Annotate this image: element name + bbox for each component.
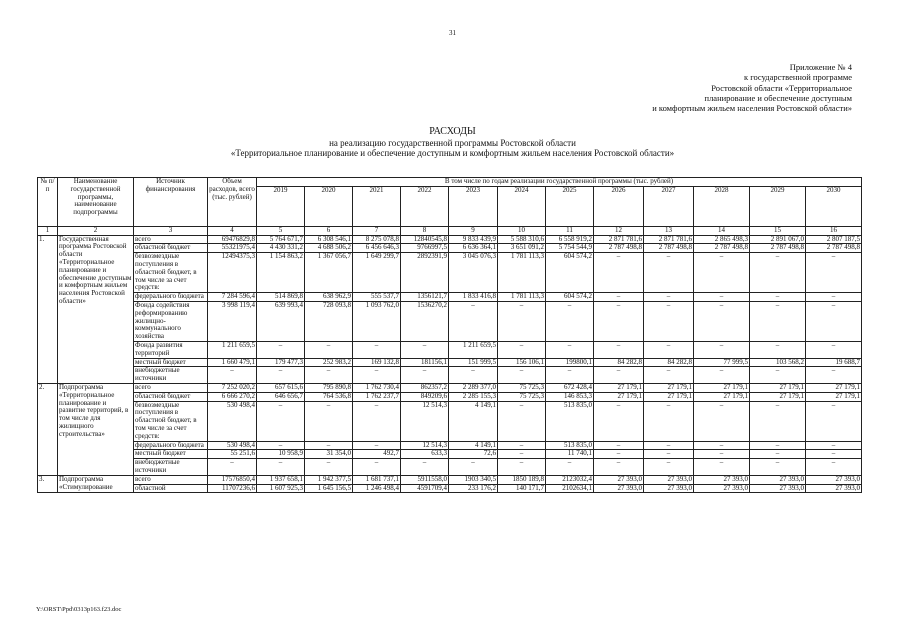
year-value: 4591709,4 — [401, 484, 449, 493]
column-number: 12 — [594, 226, 644, 235]
year-value: 77 999,5 — [694, 358, 750, 367]
section-name: Подпрограмма «Стимулирование — [58, 475, 134, 493]
year-value: 4 688 506,2 — [305, 244, 353, 253]
year-value: 4 430 331,2 — [257, 244, 305, 253]
year-header: 2027 — [644, 186, 694, 226]
year-value: – — [257, 367, 305, 384]
col-years-group-header: В том числе по годам реализации государственной программы (тыс. рублей) — [257, 178, 862, 187]
year-value: 2102634,1 — [546, 484, 594, 493]
funding-source: Фонда развития территорий — [134, 341, 208, 358]
year-header: 2030 — [806, 186, 862, 226]
year-value: 633,3 — [401, 450, 449, 459]
year-value: 2 891 067,0 — [750, 235, 806, 244]
year-value: – — [806, 401, 862, 441]
year-value: 151 999,5 — [449, 358, 498, 367]
year-value: 5 588 310,6 — [498, 235, 546, 244]
year-value: 1 645 156,5 — [305, 484, 353, 493]
year-value: – — [498, 367, 546, 384]
total-value: 3 998 119,4 — [208, 301, 257, 341]
year-value: 75 725,3 — [498, 392, 546, 401]
year-value: – — [694, 367, 750, 384]
year-value: – — [594, 459, 644, 476]
year-value: – — [644, 341, 694, 358]
year-value: 12 514,3 — [401, 401, 449, 441]
year-value: 27 179,1 — [694, 392, 750, 401]
year-value: – — [546, 459, 594, 476]
year-value: – — [353, 367, 401, 384]
year-value: 604 574,2 — [546, 293, 594, 302]
column-number: 9 — [449, 226, 498, 235]
year-value: 5 754 544,9 — [546, 244, 594, 253]
year-value: – — [806, 301, 862, 341]
year-value: – — [305, 341, 353, 358]
year-value: 849209,6 — [401, 392, 449, 401]
year-value: – — [546, 367, 594, 384]
year-value: 672 428,4 — [546, 383, 594, 392]
year-value: 4 149,1 — [449, 441, 498, 450]
table-row — [38, 383, 862, 392]
year-value: 199800,1 — [546, 358, 594, 367]
year-value: – — [594, 293, 644, 302]
column-number: 13 — [644, 226, 694, 235]
year-value: 1356121,7 — [401, 293, 449, 302]
table-row — [38, 341, 862, 358]
year-value: 27 393,0 — [750, 484, 806, 493]
column-number: 1 — [38, 226, 58, 235]
year-value: – — [257, 341, 305, 358]
year-value: 10 958,9 — [257, 450, 305, 459]
year-value: 862357,2 — [401, 383, 449, 392]
year-value: – — [644, 401, 694, 441]
section-name: Государственная программа Ростовской области «Территориальное планирование и обеспечение доступным и комфортным жильем населения Ростовской области» — [58, 235, 134, 383]
table-row — [38, 475, 862, 484]
year-value: 6 636 364,1 — [449, 244, 498, 253]
year-value: 1 781 113,3 — [498, 253, 546, 293]
section-number: 3. — [38, 475, 58, 493]
year-value: 19 688,7 — [806, 358, 862, 367]
year-value: 169 132,8 — [353, 358, 401, 367]
page-number: 31 — [449, 29, 456, 37]
year-value: 140 171,7 — [498, 484, 546, 493]
year-value: 513 835,0 — [546, 401, 594, 441]
year-value: – — [546, 341, 594, 358]
col-no-header: № п/п — [38, 178, 58, 227]
year-value: – — [750, 450, 806, 459]
column-number: 5 — [257, 226, 305, 235]
funding-source: Фонда содействия реформированию жилищно-коммунального хозяйства — [134, 301, 208, 341]
year-value: 1 154 863,2 — [257, 253, 305, 293]
year-value: – — [644, 441, 694, 450]
column-number: 16 — [806, 226, 862, 235]
year-value: 1 937 658,1 — [257, 475, 305, 484]
year-value: 27 179,1 — [644, 383, 694, 392]
appendix-line: Ростовской области «Территориальное — [711, 82, 852, 93]
year-value: 2 871 781,6 — [644, 235, 694, 244]
year-value: 1 093 762,0 — [353, 301, 401, 341]
footer-file-path: Y:\ORST\Ppd\0313p163.f23.doc — [36, 606, 122, 613]
year-value: 639 993,4 — [257, 301, 305, 341]
year-value: 1903 340,5 — [449, 475, 498, 484]
title-heading: РАСХОДЫ — [429, 126, 476, 137]
column-number: 8 — [401, 226, 449, 235]
year-value: – — [353, 341, 401, 358]
year-value: – — [449, 367, 498, 384]
section-name: Подпрограмма «Территориальное планирование и развитие территорий, в том числе для жилищного строительства» — [58, 383, 134, 475]
year-value: 72,6 — [449, 450, 498, 459]
year-value: 1 211 659,5 — [449, 341, 498, 358]
year-value: 84 282,8 — [644, 358, 694, 367]
year-value: 2 871 781,6 — [594, 235, 644, 244]
year-value: 27 179,1 — [806, 392, 862, 401]
year-value: – — [806, 253, 862, 293]
year-value: – — [257, 441, 305, 450]
year-value: – — [694, 441, 750, 450]
year-value: 9766997,5 — [401, 244, 449, 253]
year-value: – — [449, 301, 498, 341]
total-value: 1 660 479,1 — [208, 358, 257, 367]
total-value: 11707236,6 — [208, 484, 257, 493]
year-value: – — [806, 450, 862, 459]
year-value: – — [498, 459, 546, 476]
total-value: 530 498,4 — [208, 401, 257, 441]
year-value: – — [644, 450, 694, 459]
total-value: 69476829,8 — [208, 235, 257, 244]
year-value: 492,7 — [353, 450, 401, 459]
year-value: 252 983,2 — [305, 358, 353, 367]
year-value: 2 787 498,8 — [806, 244, 862, 253]
year-value: 1 649 299,7 — [353, 253, 401, 293]
year-value: 2 787 498,8 — [750, 244, 806, 253]
year-value: – — [694, 341, 750, 358]
year-value: 75 725,3 — [498, 383, 546, 392]
year-header: 2023 — [449, 186, 498, 226]
table-row — [38, 235, 862, 244]
year-value: 795 890,8 — [305, 383, 353, 392]
year-value: 1 762 730,4 — [353, 383, 401, 392]
appendix-line: Приложение № 4 — [789, 62, 852, 72]
column-numbers-row — [38, 226, 862, 235]
year-value: 27 179,1 — [694, 383, 750, 392]
table-row — [38, 293, 862, 302]
year-value: – — [750, 253, 806, 293]
year-value: – — [257, 401, 305, 441]
appendix-line: к государственной программе — [743, 72, 852, 83]
table-row — [38, 244, 862, 253]
year-value: – — [498, 301, 546, 341]
total-value: 17576850,4 — [208, 475, 257, 484]
year-value: 8 275 078,8 — [353, 235, 401, 244]
year-header: 2022 — [401, 186, 449, 226]
year-value: 6 308 546,1 — [305, 235, 353, 244]
year-value: – — [694, 401, 750, 441]
table-row — [38, 367, 862, 384]
column-number: 6 — [305, 226, 353, 235]
year-value: – — [644, 459, 694, 476]
year-value: – — [401, 367, 449, 384]
year-value: 2 865 498,3 — [694, 235, 750, 244]
col-name-header: Наименование государственной программы, наименование подпрограммы — [58, 178, 134, 227]
year-value: 1 833 416,8 — [449, 293, 498, 302]
year-value: 146 853,3 — [546, 392, 594, 401]
year-value: 27 179,1 — [594, 392, 644, 401]
year-value: – — [750, 293, 806, 302]
year-value: – — [498, 401, 546, 441]
title-line-2: «Территориальное планирование и обеспечение доступным и комфортным жильем населения Ростовской области» — [230, 148, 675, 158]
funding-source: местный бюджет — [134, 450, 208, 459]
year-value: – — [750, 441, 806, 450]
year-value: 555 537,7 — [353, 293, 401, 302]
year-value: – — [594, 341, 644, 358]
year-value: 657 615,6 — [257, 383, 305, 392]
year-value: – — [305, 401, 353, 441]
year-value: – — [353, 401, 401, 441]
total-value: 530 498,4 — [208, 441, 257, 450]
year-value: 103 568,2 — [750, 358, 806, 367]
year-value: 2 787 498,8 — [594, 244, 644, 253]
year-value: – — [750, 401, 806, 441]
column-number: 4 — [208, 226, 257, 235]
year-value: 2 787 498,8 — [644, 244, 694, 253]
year-value: 27 393,0 — [750, 475, 806, 484]
year-value: 2 285 155,3 — [449, 392, 498, 401]
year-header: 2025 — [546, 186, 594, 226]
year-value: – — [353, 459, 401, 476]
year-value: 2 289 377,0 — [449, 383, 498, 392]
year-value: 646 656,7 — [257, 392, 305, 401]
funding-source: безвозмездные поступления в областной бюджет, в том числе за счет средств: — [134, 253, 208, 293]
year-value: – — [694, 459, 750, 476]
year-value: – — [806, 293, 862, 302]
year-value: – — [305, 367, 353, 384]
year-value: 27 393,0 — [594, 475, 644, 484]
year-value: – — [750, 459, 806, 476]
year-value: – — [644, 367, 694, 384]
funding-source: всего — [134, 383, 208, 392]
year-value: 6 456 646,3 — [353, 244, 401, 253]
table-row — [38, 441, 862, 450]
document-title — [0, 127, 905, 159]
year-value: – — [353, 441, 401, 450]
table-row — [38, 484, 862, 493]
year-value: 728 093,8 — [305, 301, 353, 341]
column-number: 2 — [58, 226, 134, 235]
year-value: 1 607 925,3 — [257, 484, 305, 493]
year-value: 27 393,0 — [644, 475, 694, 484]
year-value: 12840545,8 — [401, 235, 449, 244]
funding-source: всего — [134, 475, 208, 484]
year-value: 27 393,0 — [806, 484, 862, 493]
total-value: 7 284 596,4 — [208, 293, 257, 302]
year-value: 156 106,1 — [498, 358, 546, 367]
column-number: 7 — [353, 226, 401, 235]
total-value: 7 252 020,2 — [208, 383, 257, 392]
year-value: 27 179,1 — [644, 392, 694, 401]
year-value: 27 393,0 — [594, 484, 644, 493]
column-number: 15 — [750, 226, 806, 235]
year-value: – — [750, 301, 806, 341]
funding-source: областной бюджет — [134, 244, 208, 253]
year-value: – — [806, 459, 862, 476]
year-value: – — [594, 401, 644, 441]
year-value: – — [594, 450, 644, 459]
year-value: 1 246 498,4 — [353, 484, 401, 493]
year-value: 27 179,1 — [594, 383, 644, 392]
year-value: 27 393,0 — [694, 484, 750, 493]
year-value: – — [806, 367, 862, 384]
year-value: 27 179,1 — [806, 383, 862, 392]
appendix-header — [532, 62, 852, 113]
year-header: 2020 — [305, 186, 353, 226]
funding-source: внебюджетные источники — [134, 367, 208, 384]
year-value: – — [546, 301, 594, 341]
year-value: – — [750, 367, 806, 384]
year-value: 1 367 056,7 — [305, 253, 353, 293]
title-line-1: на реализацию государственной программы Ростовской области — [329, 137, 576, 148]
appendix-line: планирование и обеспечение доступным — [704, 92, 852, 103]
year-header: 2028 — [694, 186, 750, 226]
funding-source: безвозмездные поступления в областной бюджет, в том числе за счет средств: — [134, 401, 208, 441]
section-number: 1. — [38, 235, 58, 383]
section-number: 2. — [38, 383, 58, 475]
year-value: – — [806, 441, 862, 450]
col-source-header: Источник финансирования — [134, 178, 208, 227]
table-row — [38, 253, 862, 293]
year-value: 3 045 076,3 — [449, 253, 498, 293]
col-total-header: Объем расходов, всего (тыс. рублей) — [208, 178, 257, 227]
total-value: – — [208, 367, 257, 384]
year-header: 2021 — [353, 186, 401, 226]
year-value: 27 179,1 — [750, 383, 806, 392]
year-value: 4 149,1 — [449, 401, 498, 441]
year-value: 5 764 671,7 — [257, 235, 305, 244]
year-value: 2892391,9 — [401, 253, 449, 293]
table-row — [38, 450, 862, 459]
year-value: 6 558 919,2 — [546, 235, 594, 244]
column-number: 3 — [134, 226, 208, 235]
year-value: 181156,1 — [401, 358, 449, 367]
year-value: 513 835,0 — [546, 441, 594, 450]
funding-source: местный бюджет — [134, 358, 208, 367]
column-number: 10 — [498, 226, 546, 235]
table-row — [38, 459, 862, 476]
year-value: 1536270,2 — [401, 301, 449, 341]
year-value: 2 787 498,8 — [694, 244, 750, 253]
total-value: 1 211 659,5 — [208, 341, 257, 358]
year-header: 2024 — [498, 186, 546, 226]
year-value: 638 962,9 — [305, 293, 353, 302]
year-value: 514 869,8 — [257, 293, 305, 302]
year-value: 1 681 737,1 — [353, 475, 401, 484]
year-value: – — [594, 367, 644, 384]
funding-source: областной бюджет — [134, 392, 208, 401]
year-value: – — [750, 341, 806, 358]
year-value: 233 176,2 — [449, 484, 498, 493]
table-row — [38, 392, 862, 401]
year-value: – — [594, 301, 644, 341]
year-value: – — [401, 459, 449, 476]
year-value: – — [498, 441, 546, 450]
year-value: – — [594, 253, 644, 293]
column-number: 11 — [546, 226, 594, 235]
year-value: – — [498, 450, 546, 459]
total-value: 55321975,4 — [208, 244, 257, 253]
year-value: – — [644, 301, 694, 341]
year-value: – — [498, 341, 546, 358]
funding-source: всего — [134, 235, 208, 244]
year-value: 604 574,2 — [546, 253, 594, 293]
year-value: – — [594, 441, 644, 450]
year-value: 1 781 113,3 — [498, 293, 546, 302]
header-row — [38, 178, 862, 187]
year-value: 11 740,1 — [546, 450, 594, 459]
year-value: 27 393,0 — [806, 475, 862, 484]
year-value: 2123032,4 — [546, 475, 594, 484]
year-value: 27 179,1 — [750, 392, 806, 401]
appendix-line: и комфортным жильем населения Ростовской области» — [652, 103, 852, 114]
year-value: 27 393,0 — [694, 475, 750, 484]
table-row — [38, 358, 862, 367]
year-value: – — [449, 459, 498, 476]
year-value: 3 651 091,2 — [498, 244, 546, 253]
column-number: 14 — [694, 226, 750, 235]
year-value: – — [644, 293, 694, 302]
year-value: 179 477,3 — [257, 358, 305, 367]
table-row — [38, 401, 862, 441]
year-value: 31 354,0 — [305, 450, 353, 459]
year-value: – — [694, 301, 750, 341]
year-value: 1850 189,8 — [498, 475, 546, 484]
year-value: – — [401, 341, 449, 358]
year-header: 2019 — [257, 186, 305, 226]
year-value: – — [305, 441, 353, 450]
total-value: – — [208, 459, 257, 476]
year-value: 27 393,0 — [644, 484, 694, 493]
year-value: – — [694, 450, 750, 459]
funding-source: федерального бюджета — [134, 293, 208, 302]
year-value: – — [305, 459, 353, 476]
expenditure-table — [37, 177, 862, 493]
year-header: 2026 — [594, 186, 644, 226]
year-value: 1 762 237,7 — [353, 392, 401, 401]
year-value: 5911558,0 — [401, 475, 449, 484]
total-value: 6 666 270,2 — [208, 392, 257, 401]
funding-source: областной — [134, 484, 208, 493]
year-value: 1 942 377,5 — [305, 475, 353, 484]
year-value: – — [257, 459, 305, 476]
year-value: 764 536,8 — [305, 392, 353, 401]
total-value: 55 251,6 — [208, 450, 257, 459]
funding-source: внебюджетные источники — [134, 459, 208, 476]
year-value: – — [694, 253, 750, 293]
year-value: 2 807 187,5 — [806, 235, 862, 244]
year-value: – — [806, 341, 862, 358]
year-value: 84 282,8 — [594, 358, 644, 367]
year-value: – — [694, 293, 750, 302]
year-value: – — [644, 253, 694, 293]
year-value: 12 514,3 — [401, 441, 449, 450]
total-value: 12494375,3 — [208, 253, 257, 293]
funding-source: федерального бюджета — [134, 441, 208, 450]
year-value: 9 833 439,9 — [449, 235, 498, 244]
year-header: 2029 — [750, 186, 806, 226]
table-row — [38, 301, 862, 341]
